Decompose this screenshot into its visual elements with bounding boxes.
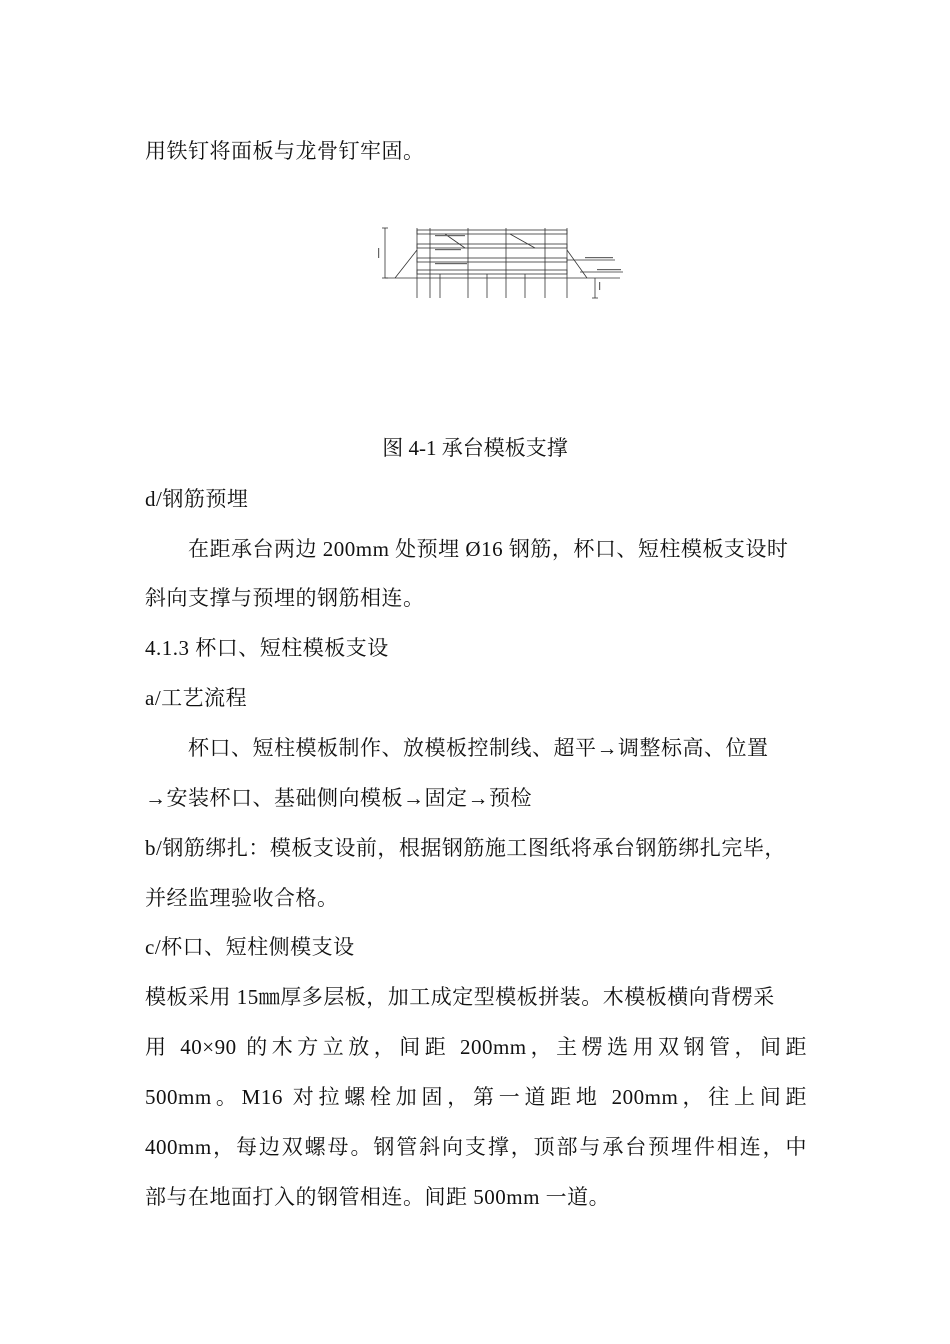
paragraph-line: →安装杯口、基础侧向模板→固定→预检 [145,786,532,810]
section-heading: 4.1.3 杯口、短柱模板支设 [145,636,389,660]
paragraph-line: 400mm，每边双螺母。钢管斜向支撑，顶部与承台预埋件相连，中 [145,1135,807,1159]
formwork-support-drawing [375,220,630,302]
paragraph-line: 部与在地面打入的钢管相连。间距 500mm 一道。 [145,1185,611,1209]
paragraph-line: 并经监理验收合格。 [145,886,339,910]
paragraph-line: 用 40×90 的木方立放，间距 200mm，主楞选用双钢管，间距 [145,1035,807,1059]
paragraph-line: 500mm。M16 对拉螺栓加固，第一道距地 200mm，往上间距 [145,1085,807,1109]
paragraph-line: 在距承台两边 200mm 处预埋 Ø16 钢筋，杯口、短柱模板支设时 [188,537,789,561]
figure-caption: 图 4-1 承台模板支撑 [382,436,568,460]
paragraph-line: 模板采用 15㎜厚多层板，加工成定型模板拼装。木模板横向背楞采 [145,985,775,1009]
paragraph-line: 斜向支撑与预埋的钢筋相连。 [145,586,425,610]
paragraph-line: 用铁钉将面板与龙骨钉牢固。 [145,139,425,163]
paragraph-line: b/钢筋绑扎：模板支设前，根据钢筋施工图纸将承台钢筋绑扎完毕， [145,836,786,860]
section-heading: a/工艺流程 [145,686,248,710]
section-heading: c/杯口、短柱侧模支设 [145,935,355,959]
paragraph-line: 杯口、短柱模板制作、放模板控制线、超平→调整标高、位置 [188,736,769,760]
section-heading: d/钢筋预埋 [145,487,249,511]
